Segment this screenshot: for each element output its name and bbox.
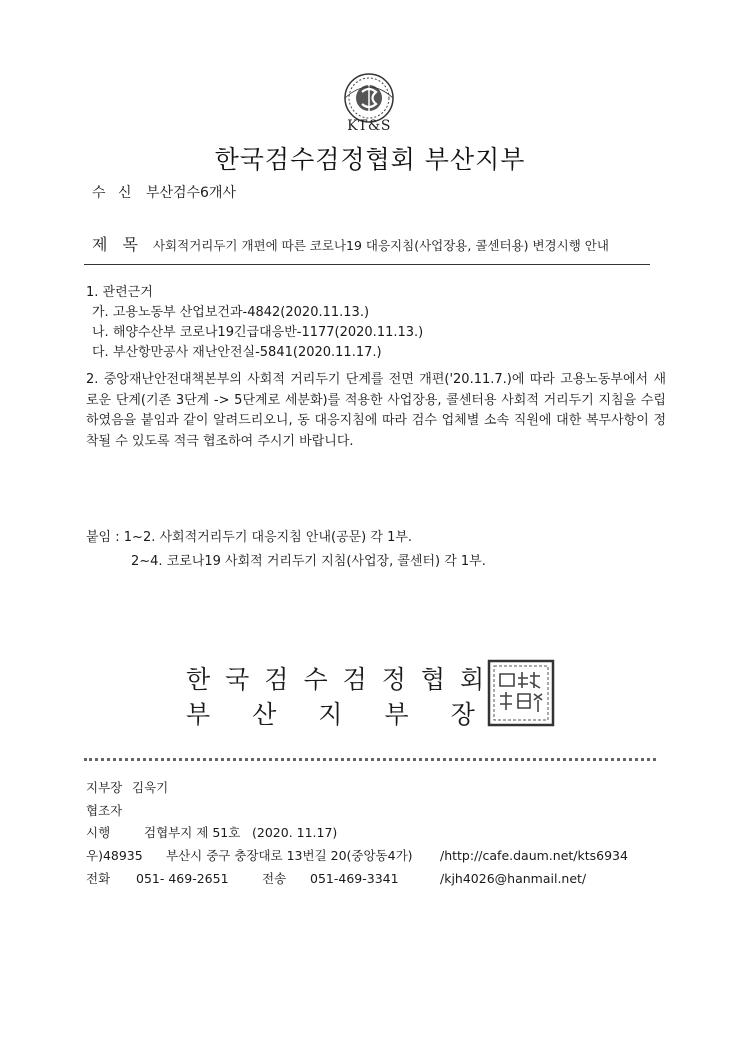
subject-divider (84, 264, 650, 265)
chief-name: 김욱기 (132, 780, 169, 795)
attachment-item: 1~2. 사회적거리두기 대응지침 안내(공문) 각 1부. (123, 530, 413, 545)
official-seal-icon (486, 658, 556, 728)
basis-heading: 1. 관련근거 (86, 285, 153, 300)
body-paragraph: 2. 중앙재난안전대책본부의 사회적 거리두기 단계를 전면 개편('20.11.7.)에 따라 고용노동부에서 새로운 단계(기존 3단계 -> 5단계로 세분화)를 적용한 사업장용, 콜센터용 사회적 거리두기 지침을 수립하였음을 붙임과 같이 알려드리오니, 동 대응지침에 따라 검수 업체별 소속 직원에 대한 복무사항이 정착될 수 있도록 적극 협조하여 주시기 바랍니다. (86, 372, 666, 449)
enforce-label: 시행 (86, 825, 111, 841)
phone-label: 전화 (86, 870, 111, 886)
zip-code: 우)48935 (86, 848, 143, 864)
basis-item: 가. 고용노동부 산업보건과-4842(2020.11.13.) (92, 305, 370, 320)
basis-item: 다. 부산항만공사 재난안전실-5841(2020.11.17.) (92, 345, 382, 360)
chief-label: 지부장 (86, 780, 123, 795)
recipient-line (92, 182, 236, 202)
attachments-label: 붙임 (86, 530, 112, 545)
signature-org: 한국검수검정협회 (186, 665, 500, 694)
phone-number: 051- 469-2651 (136, 870, 229, 886)
attachments: 붙임 : 1~2. 사회적거리두기 대응지침 안내(공문) 각 1부. 2~4. 코로나19 사회적 거리두기 지침(사업장, 콜센터) 각 1부. (86, 526, 486, 574)
recipient-label: 수 신 (92, 185, 136, 201)
cooperator-label: 협조자 (86, 802, 123, 818)
subject-value: 사회적거리두기 개편에 따른 코로나19 대응지침(사업장용, 콜센터용) 변경시행 안내 (152, 238, 609, 253)
fax-label: 전송 (262, 870, 287, 886)
signature-title: 부산지부장 (186, 700, 517, 729)
website-link[interactable]: /http://cafe.daum.net/kts6934 (440, 848, 628, 864)
footer-divider (84, 758, 656, 761)
logo-text: KT&S (347, 118, 391, 134)
enforce-date: (2020. 11.17) (252, 825, 338, 841)
attachment-item: 2~4. 코로나19 사회적 거리두기 지침(사업장, 콜센터) 각 1부. (131, 554, 486, 569)
signature-block (186, 662, 517, 732)
related-basis (86, 283, 423, 363)
enforce-number: 검협부지 제 51호 (144, 825, 241, 841)
subject-line (92, 232, 609, 255)
email-link[interactable]: /kjh4026@hanmail.net/ (440, 870, 587, 886)
recipient-value: 부산검수6개사 (145, 185, 237, 201)
address: 부산시 중구 충장대로 13번길 20(중앙동4가) (166, 848, 413, 864)
basis-item: 나. 해양수산부 코로나19긴급대응반-1177(2020.11.13.) (92, 325, 424, 340)
subject-label: 제 목 (92, 235, 143, 254)
org-title: 한국검수검정협회 부산지부 (214, 145, 526, 174)
fax-number: 051-469-3341 (310, 870, 399, 886)
